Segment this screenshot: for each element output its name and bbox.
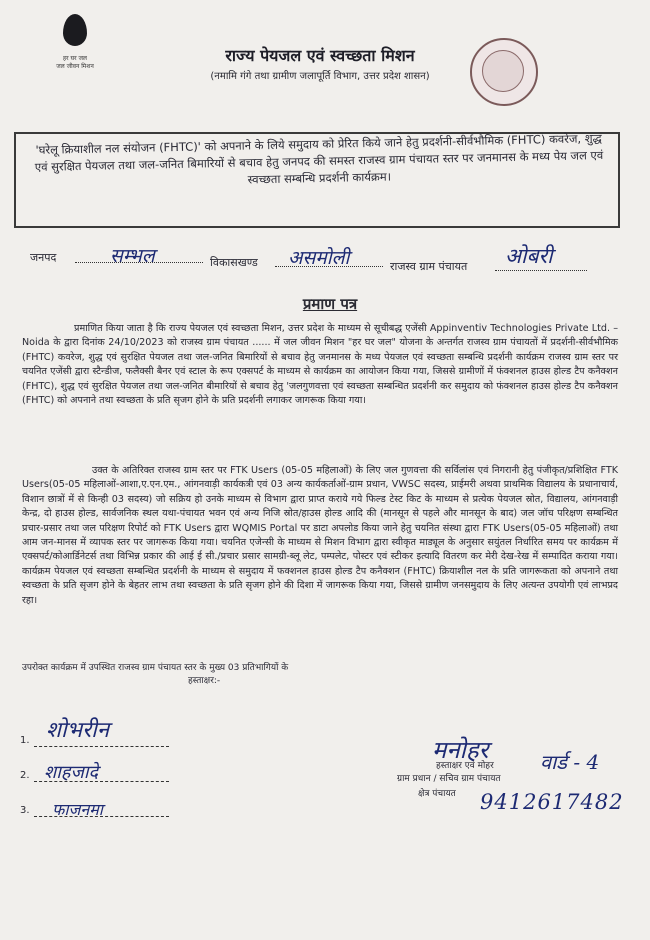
pradhan-signature: मनोहर — [432, 736, 489, 764]
signature-2: शाहजादे — [44, 762, 99, 783]
logo-text-2: जल जीवन मिशन — [56, 63, 94, 70]
panchayat-value: ओबरी — [505, 244, 553, 268]
logo-text-1: हर घर जल — [63, 55, 87, 62]
panchayat-line — [495, 270, 587, 271]
signature-line-1 — [34, 746, 169, 747]
emblem-inner-icon — [482, 50, 524, 92]
stamp-label-1: हस्ताक्षर एवं मोहर — [436, 761, 494, 771]
signature-intro: उपरोक्त कार्यक्रम में उपस्थित राजस्व ग्राम पंचायत स्तर के मुख्य 03 प्रतिभागियों के — [22, 663, 289, 673]
stamp-label-3: क्षेत्र पंचायत — [418, 789, 456, 799]
up-government-emblem — [470, 38, 538, 106]
phone-number: 9412617482 — [480, 790, 624, 814]
block-label: विकासखण्ड — [210, 256, 258, 269]
signature-number-3: 3. — [20, 805, 30, 816]
signature-intro-2: हस्ताक्षर:- — [188, 676, 221, 686]
page-title: राज्य पेयजल एवं स्वच्छता मिशन — [225, 46, 415, 65]
signature-number-1: 1. — [20, 735, 30, 746]
block-value: असमोली — [288, 247, 350, 269]
water-drop-icon — [63, 14, 87, 46]
signature-3: फाजनमा — [52, 800, 103, 819]
signature-number-2: 2. — [20, 770, 30, 781]
certificate-paragraph-2: उक्त के अतिरिक्त राजस्व ग्राम स्तर पर FTK Users (05-05 महिलाओं) के लिए जल गुणवत्ता की सर्विलांस एवं निगरानी हेतु पंजीकृत/प्रशिक्षित FTK Users(05-05 महिलाओं-आशा,ए.एन.एम., आंगनवाड़ी कार्यकत्री एवं 03 अन्य कार्यकर्ताओं-ग्राम प्रधान, VWSC सदस्य, प्राईमरी अथवा प्राथमिक विद्यालय के प्रधानाचार्य, विशान छात्रों में से किन्ही 03 सदस्य) जो सक्रिय हो उनके माध्यम से विभाग द्वारा प्राप्त कराये गये फिल्ड टेस्ट किट के माध्यम से प्रत्येक पेयजल स्रोत, विद्यालय, आंगनवाड़ी केन्द्र, दो हाउस होल्ड, सार्वजनिक स्थल यथा-पंचायत भवन एवं अन्य निजि स्रोत/हाउस होल्ड आदि की (मानसून से पहले और मानसून के बाद) जल जॉच परिक्षण सम्बन्धित प्रचार-प्रसार तथा जल परिक्षण रिपोर्ट को FTK Users द्वारा WQMIS Portal पर डाटा अपलोड किया जाने हेतु चयनित संस्था द्वारा FTK Users(05-05 महिलाओं) तथा आम जन-मानस में व्यापक स्तर पर जागरूक किया गया। चयनित एजेन्सी के माध्यम से मिशन विभाग द्वारा स्वीकृत माड्यूल के अनुसार सयुंतल निर्धारित समय पर कार्यक्रम में एक्सपर्ट/कोआर्डिनेटर्स तथा विभिन्न प्रकार की आई ई सी./प्रचार प्रसार सामग्री-ब्लू लेट, पम्पलेट, पोस्टर एवं स्टीकर इत्यादि वितरण कर मेरी देख-रेख में सम्पादित कराया गया। कार्यक्रम पेयजल एवं स्वच्छता सम्बन्धित प्रदर्शनी के माध्यम से समुदाय में फक्शनल हाउस होल्ड टैप कनैक्शन (FHTC) क्रियाशील नल के प्रति जागरूकता को अपनाने तथा स्वच्छता के प्रति सृजग होने के बेहतर लाभ तथा स्वच्छता के प्रति सृजग होने की दिशा में जागरूक किया गया, जिससे ग्रामीण जनसमुदाय के लिए अत्यन्त उपयोगी एवं लाभप्रद रहा। — [22, 465, 618, 606]
jal-jeevan-mission-logo — [45, 14, 105, 84]
ward-number: वार्ड - 4 — [540, 750, 600, 774]
page-subtitle: (नमामि गंगे तथा ग्रामीण जलापूर्ति विभाग, उत्तर प्रदेश शासन) — [210, 71, 430, 82]
signature-1: शोभरीन — [46, 718, 110, 743]
program-title-text: 'घरेलू क्रियाशील नल संयोजन (FHTC)' को अपनाने के लिये समुदाय को प्रेरित किये जाने हेतु प्रदर्शनी-सीर्वभौमिक (FHTC) कवरेज, शुद्ध एवं सुरक्षित पेयजल तथा जल-जनित बिमारियों से बचाव हेतु जनपद की समस्त राजस्व ग्राम पंचायत स्तर पर जनमानस के मध्य पेय जल एवं स्वच्छता सम्बन्धि प्रदर्शनी कार्यक्रम। — [34, 131, 604, 187]
certificate-paragraph-1: प्रमाणित किया जाता है कि राज्य पेयजल एवं स्वच्छता मिशन, उत्तर प्रदेश के माध्यम से सूचीबद्ध एजेंसी Appinventiv Technologies Private Ltd. – Noida के द्वारा दिनांक 24/10/2023 को राजस्व ग्राम पंचायत ...... में जल जीवन मिशन "हर घर जल" योजना के अन्तर्गत राजस्व ग्राम पंचायतों में प्रदर्शनी-सीर्वभौमिक (FHTC) कवरेज, शुद्ध एवं सुरक्षित पेयजल तथा जल-जनित बिमारियों से बचाव हेतु जनमानस के मध्य पेयजल एवं स्वच्छता सम्बन्धि प्रदर्शनी कार्यक्रम राजस्व ग्राम स्तर पर चयनित एजेंसी द्वारा स्टैन्डीज, फलैक्सी बैनर एवं स्टाल के रूप एक्सपर्ट के माध्यम से कार्यक्रम का आयोजन किया गया, जिससे ग्रामीणों में फंक्शनल हाउस होल्ड टैप कनैक्शन (FHTC), शुद्ध एवं सुरक्षित पेयजल तथा जल-जनित बीमारियों से बचाव हेतु 'जलगुणवत्ता एवं स्वच्छता सम्बन्धित प्रदर्शनी कर समुदाय को फंक्शनल हाउस होल्ड टैप कनैक्शन (FHTC) को अपनाने तथा स्वच्छता के प्रति सृजग होने के प्रति प्रदर्शनी लगाकर जागरूक किया गया। — [22, 323, 618, 407]
panchayat-label: राजस्व ग्राम पंचायत — [390, 260, 468, 273]
district-value: सम्भल — [110, 245, 155, 267]
stamp-label-2: ग्राम प्रधान / सचिव ग्राम पंचायत — [397, 774, 501, 784]
district-label: जनपद — [30, 251, 57, 264]
certificate-title: प्रमाण पत्र — [302, 295, 358, 313]
